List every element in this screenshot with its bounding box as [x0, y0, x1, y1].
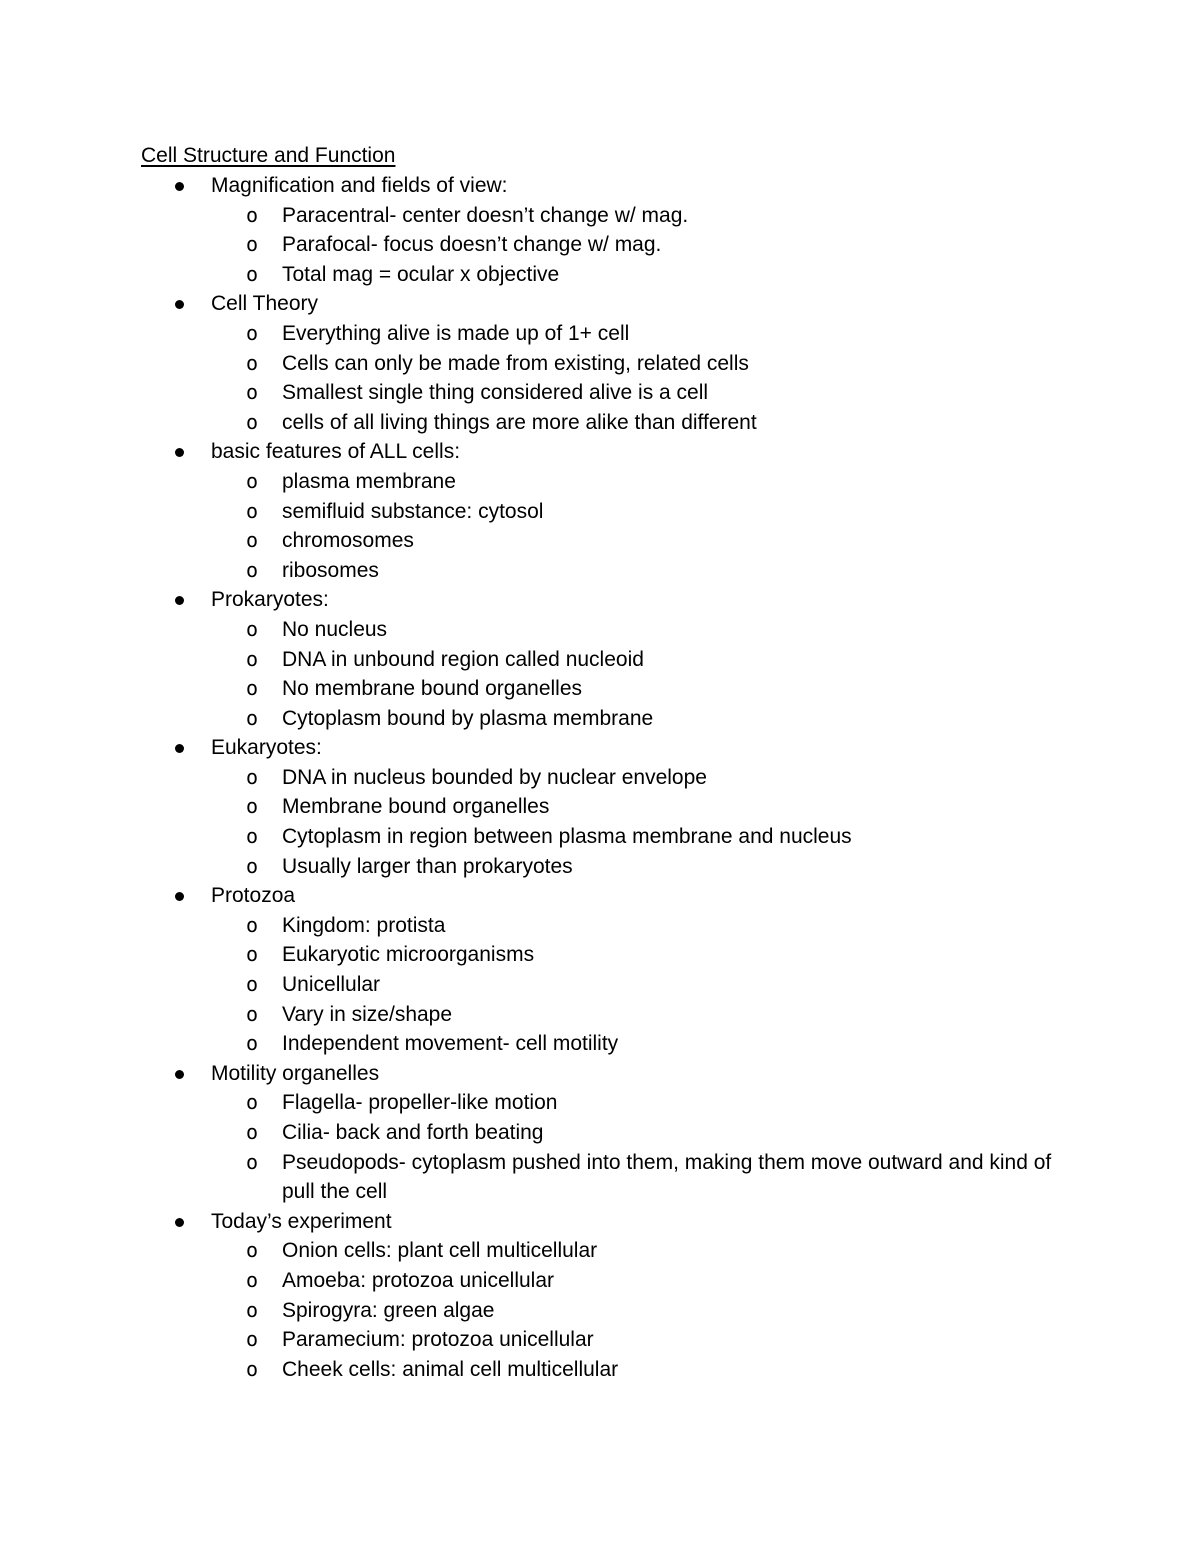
list-item	[0, 378, 1200, 408]
list-item-text: Vary in size/shape	[282, 1002, 453, 1026]
bullet-dot-icon	[175, 596, 184, 605]
list-item	[0, 1118, 1200, 1148]
list-item	[0, 792, 1200, 822]
circle-bullet-icon: o	[246, 1297, 259, 1322]
list-item-text: plasma membrane	[282, 469, 456, 493]
list-item	[0, 1325, 1200, 1355]
circle-bullet-icon: o	[246, 705, 259, 730]
list-item-text: No membrane bound organelles	[282, 677, 583, 701]
list-item	[0, 408, 1200, 438]
circle-bullet-icon: o	[246, 1149, 259, 1174]
list-item	[0, 319, 1200, 349]
circle-bullet-icon: o	[246, 202, 259, 227]
section-label: Protozoa	[211, 884, 296, 908]
list-item-text: Onion cells: plant cell multicellular	[282, 1239, 598, 1263]
circle-bullet-icon: o	[246, 1356, 259, 1381]
section-heading	[0, 1059, 1200, 1089]
outline-section	[0, 437, 1200, 585]
section-heading	[0, 289, 1200, 319]
list-item	[0, 1355, 1200, 1385]
sub-list	[0, 1236, 1200, 1384]
list-item-text: Cilia- back and forth beating	[282, 1121, 544, 1144]
list-item	[0, 645, 1200, 675]
sub-list	[0, 763, 1200, 881]
list-item-text: Parafocal- focus doesn’t change w/ mag.	[282, 233, 662, 257]
sub-list	[0, 615, 1200, 733]
section-label: Today’s experiment	[211, 1209, 392, 1233]
circle-bullet-icon: o	[246, 1120, 259, 1144]
list-item-text: Usually larger than prokaryotes	[282, 854, 573, 878]
list-item-text: Kingdom: protista	[282, 913, 446, 937]
circle-bullet-icon: o	[246, 1031, 259, 1056]
outline-section	[0, 1059, 1200, 1207]
list-item	[0, 911, 1200, 941]
outline-section	[0, 733, 1200, 881]
circle-bullet-icon: o	[246, 350, 259, 375]
section-heading	[0, 733, 1200, 763]
list-item	[0, 852, 1200, 882]
list-item-text: DNA in nucleus bounded by nuclear envelope	[282, 765, 707, 789]
list-item	[0, 467, 1200, 497]
list-item-text: Spirogyra: green algae	[282, 1298, 495, 1322]
sub-list	[0, 319, 1200, 437]
list-item-text: Membrane bound organelles	[282, 795, 550, 819]
section-heading	[0, 437, 1200, 467]
list-item-text: Everything alive is made up of 1+ cell	[282, 321, 630, 345]
circle-bullet-icon: o	[246, 498, 259, 523]
bullet-dot-icon	[175, 448, 184, 457]
page-title: Cell Structure and Function	[141, 144, 396, 167]
circle-bullet-icon: o	[246, 676, 259, 701]
section-label: Eukaryotes:	[211, 736, 322, 760]
list-item	[0, 674, 1200, 704]
list-item	[0, 970, 1200, 1000]
list-item	[0, 763, 1200, 793]
circle-bullet-icon: o	[246, 1327, 259, 1352]
list-item-text: chromosomes	[282, 529, 414, 553]
list-item-text: Cytoplasm bound by plasma membrane	[282, 706, 654, 730]
circle-bullet-icon: o	[246, 646, 259, 671]
section-heading	[0, 1207, 1200, 1237]
circle-bullet-icon: o	[246, 1238, 259, 1263]
list-item	[0, 201, 1200, 231]
list-item-text: Pseudopods- cytoplasm pushed into them, making them move outward and kind of pull the cell	[282, 1150, 1052, 1204]
outline-section	[0, 1207, 1200, 1385]
section-label: Prokaryotes:	[211, 588, 329, 612]
bullet-dot-icon	[175, 744, 184, 753]
outline-section	[0, 289, 1200, 437]
circle-bullet-icon: o	[246, 972, 259, 997]
circle-bullet-icon: o	[246, 557, 259, 582]
outline-section	[0, 585, 1200, 733]
circle-bullet-icon: o	[246, 912, 259, 937]
circle-bullet-icon: o	[246, 409, 259, 434]
sub-list	[0, 911, 1200, 1059]
circle-bullet-icon: o	[246, 232, 259, 257]
section-heading	[0, 881, 1200, 911]
list-item-text: Cheek cells: animal cell multicellular	[282, 1357, 619, 1381]
list-item	[0, 1296, 1200, 1326]
list-item-text: ribosomes	[282, 558, 379, 582]
circle-bullet-icon: o	[246, 824, 259, 849]
list-item	[0, 1148, 1200, 1207]
list-item	[0, 526, 1200, 556]
list-item-text: Paracentral- center doesn’t change w/ mag.	[282, 203, 689, 227]
list-item	[0, 1088, 1200, 1118]
list-item	[0, 1000, 1200, 1030]
list-item	[0, 260, 1200, 290]
list-item-text: Smallest single thing considered alive is a cell	[282, 381, 709, 405]
sub-list	[0, 201, 1200, 290]
list-item	[0, 1029, 1200, 1059]
list-item	[0, 822, 1200, 852]
sub-list	[0, 467, 1200, 585]
bullet-outline	[0, 171, 1200, 1384]
section-label: Motility organelles	[211, 1061, 380, 1085]
bullet-dot-icon	[175, 1070, 184, 1079]
circle-bullet-icon: o	[246, 1001, 259, 1026]
outline-section	[0, 171, 1200, 289]
list-item	[0, 704, 1200, 734]
list-item	[0, 230, 1200, 260]
list-item	[0, 615, 1200, 645]
list-item-text: Unicellular	[282, 973, 381, 997]
circle-bullet-icon: o	[246, 1267, 259, 1292]
circle-bullet-icon: o	[246, 853, 259, 878]
list-item-text: Flagella- propeller-like motion	[282, 1091, 558, 1115]
list-item-text: Eukaryotic microorganisms	[282, 943, 535, 967]
list-item-text: Amoeba: protozoa unicellular	[282, 1268, 554, 1292]
list-item	[0, 349, 1200, 379]
circle-bullet-icon: o	[246, 794, 259, 819]
list-item-text: Paramecium: protozoa unicellular	[282, 1328, 594, 1352]
bullet-dot-icon	[175, 1218, 184, 1227]
list-item-text: cells of all living things are more alike than different	[282, 410, 757, 434]
list-item	[0, 1266, 1200, 1296]
section-label: Magnification and fields of view:	[211, 174, 508, 197]
circle-bullet-icon: o	[246, 380, 259, 405]
bullet-dot-icon	[175, 892, 184, 901]
list-item	[0, 497, 1200, 527]
section-label: Cell Theory	[211, 292, 318, 316]
section-heading	[0, 171, 1200, 201]
list-item	[0, 556, 1200, 586]
circle-bullet-icon: o	[246, 1090, 259, 1115]
bullet-dot-icon	[175, 182, 184, 191]
circle-bullet-icon: o	[246, 528, 259, 553]
sub-list	[0, 1088, 1200, 1206]
outline-section	[0, 881, 1200, 1059]
section-label: basic features of ALL cells:	[211, 440, 461, 464]
circle-bullet-icon: o	[246, 764, 259, 789]
list-item-text: Independent movement- cell motility	[282, 1032, 619, 1056]
list-item-text: DNA in unbound region called nucleoid	[282, 647, 644, 671]
section-heading	[0, 585, 1200, 615]
list-item-text: semifluid substance: cytosol	[282, 499, 544, 523]
circle-bullet-icon: o	[246, 942, 259, 967]
list-item	[0, 940, 1200, 970]
list-item-text: Cytoplasm in region between plasma membrane and nucleus	[282, 825, 852, 849]
list-item	[0, 1236, 1200, 1266]
circle-bullet-icon: o	[246, 261, 259, 286]
circle-bullet-icon: o	[246, 320, 259, 345]
circle-bullet-icon: o	[246, 468, 259, 493]
circle-bullet-icon: o	[246, 616, 259, 641]
list-item-text: Cells can only be made from existing, related cells	[282, 351, 749, 375]
list-item-text: No nucleus	[282, 617, 388, 641]
bullet-dot-icon	[175, 300, 184, 309]
list-item-text: Total mag = ocular x objective	[282, 262, 560, 286]
